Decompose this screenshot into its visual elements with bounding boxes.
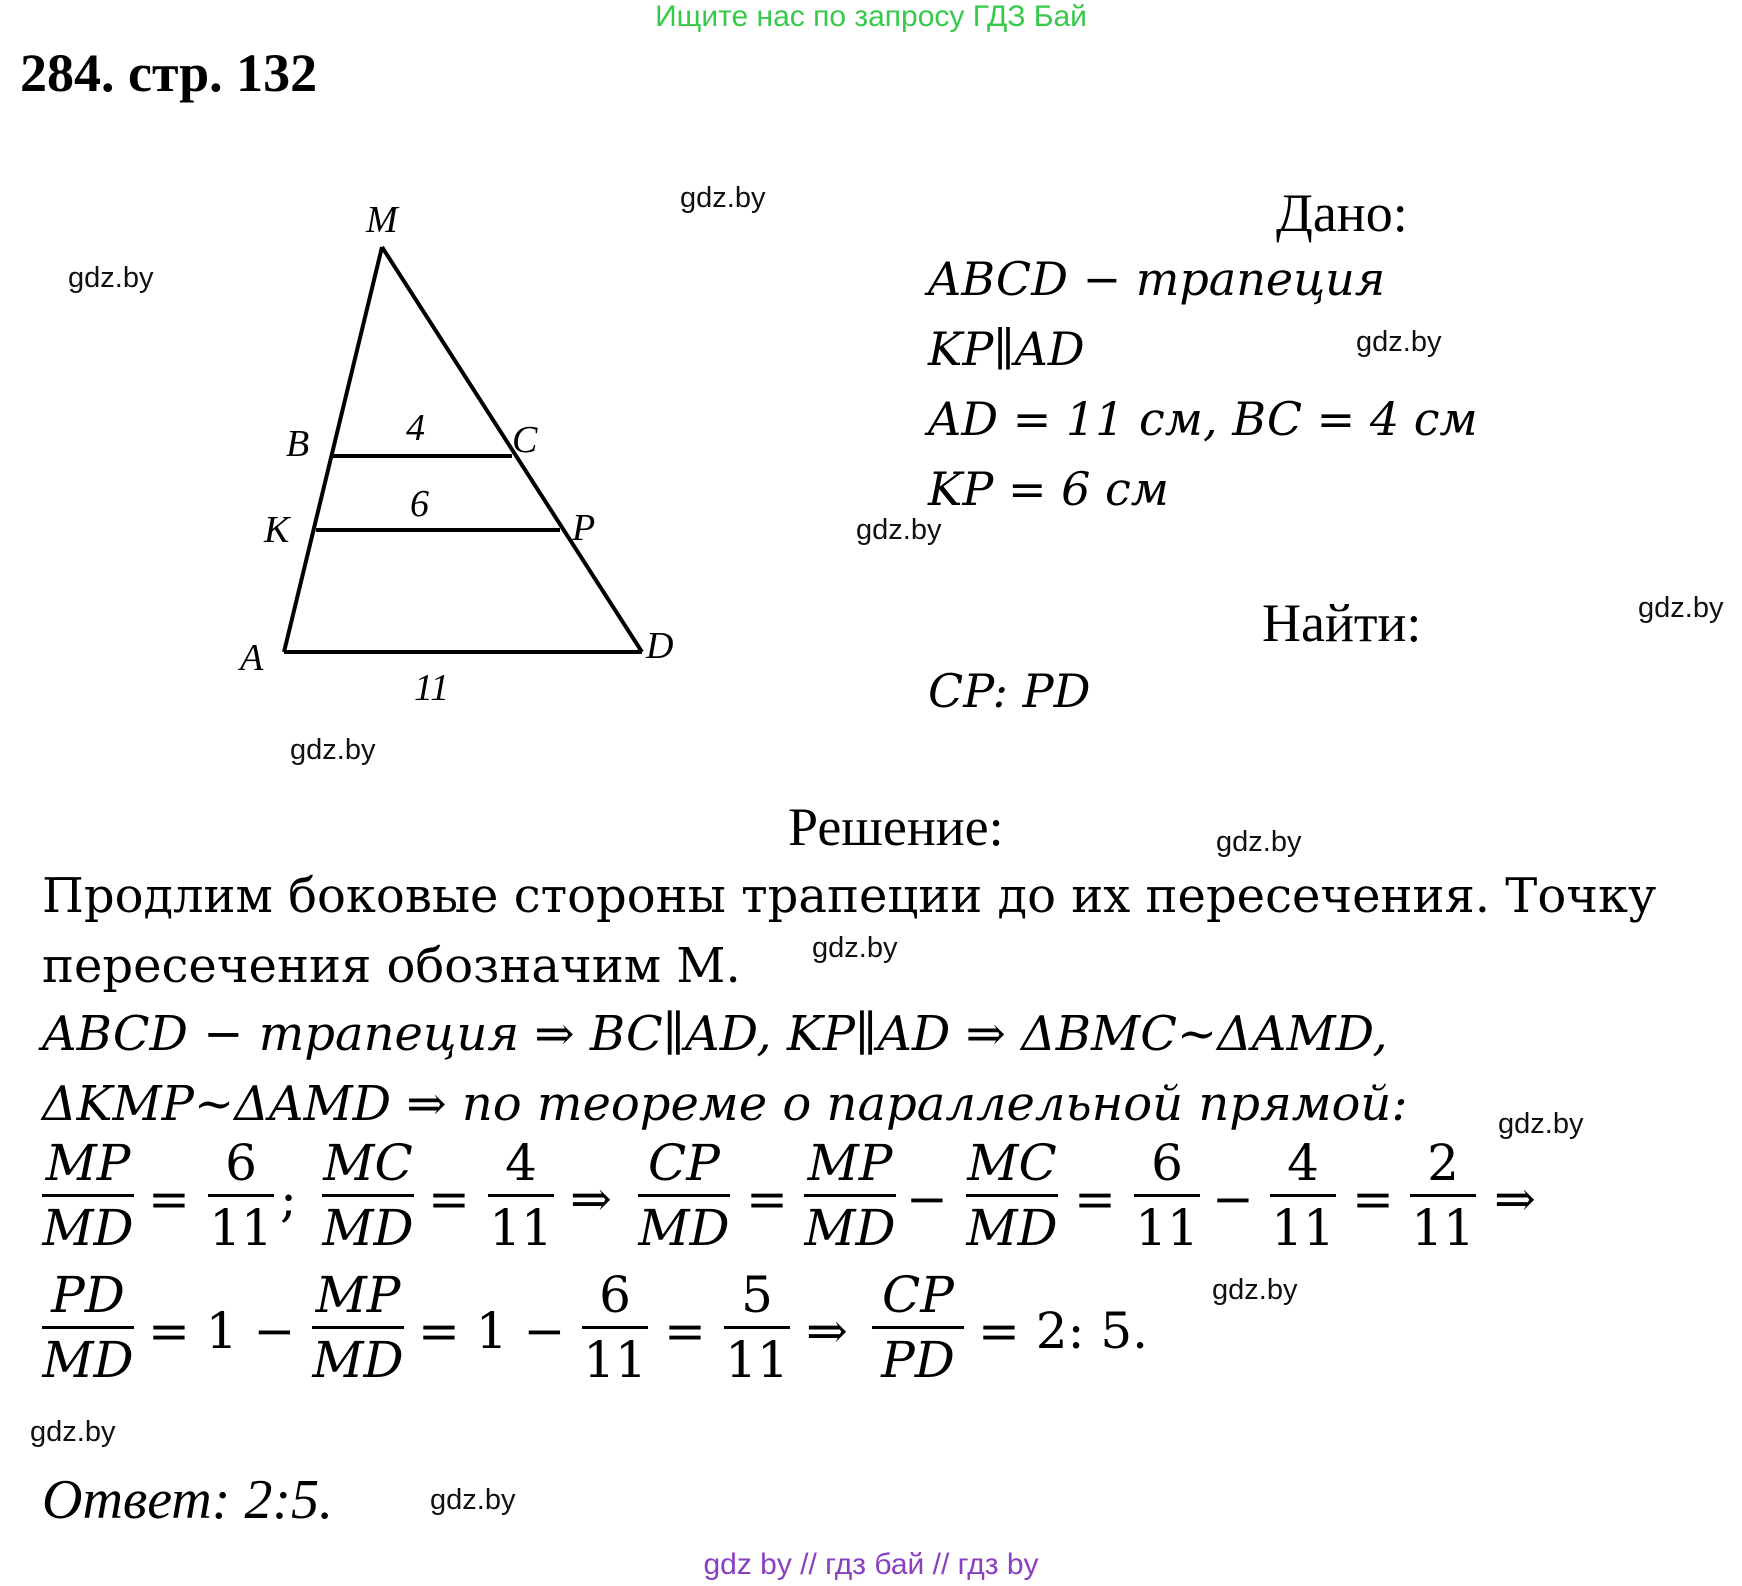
- exercise-heading: 284. стр. 132: [20, 43, 318, 103]
- watermark: gdz.by: [812, 932, 898, 964]
- label-c: C: [512, 419, 538, 461]
- solution-title: Решение:: [788, 797, 1004, 857]
- label-p: P: [572, 507, 596, 549]
- watermark: gdz.by: [680, 182, 766, 214]
- label-a: A: [240, 637, 264, 679]
- given-title: Дано:: [1276, 183, 1408, 243]
- fraction: MP MD: [804, 1134, 896, 1257]
- watermark: gdz.by: [1498, 1108, 1584, 1140]
- watermark: gdz.by: [290, 734, 376, 766]
- length-bc: 4: [406, 407, 425, 449]
- fraction: 6 11: [1135, 1134, 1199, 1257]
- solution-line-3: ABCD − трапеция ⇒ BC∥AD, KP∥AD ⇒ ΔBMC~ΔAMD,: [42, 1006, 1388, 1062]
- search-hint-banner: Ищите нас по запросу ГДЗ Бай: [655, 0, 1087, 33]
- length-kp: 6: [410, 483, 429, 525]
- given-line-2: KP∥AD: [928, 322, 1085, 376]
- given-line-4: KP = 6 см: [928, 462, 1169, 516]
- fraction: MC MD: [966, 1134, 1058, 1257]
- answer: Ответ: 2:5.: [42, 1469, 334, 1531]
- fraction: MP MD: [42, 1134, 134, 1257]
- fraction: MP MD: [312, 1266, 404, 1389]
- watermark: gdz.by: [1638, 592, 1724, 624]
- fraction: CP MD: [638, 1134, 730, 1257]
- fraction: CP PD: [872, 1270, 964, 1385]
- solution-line-2: пересечения обозначим M.: [42, 938, 741, 994]
- fraction: PD MD: [42, 1266, 134, 1389]
- watermark: gdz.by: [430, 1484, 516, 1516]
- fraction: 2 11: [1411, 1134, 1475, 1257]
- fraction: 6 11: [583, 1266, 647, 1389]
- length-ad: 11: [414, 667, 450, 709]
- trapezoid-figure: [230, 190, 710, 710]
- watermark: gdz.by: [68, 262, 154, 294]
- watermark: gdz.by: [1356, 326, 1442, 358]
- fraction: 5 11: [725, 1266, 789, 1389]
- fraction: 4 11: [489, 1134, 553, 1257]
- watermark: gdz.by: [1212, 1274, 1298, 1306]
- given-line-1: ABCD − трапеция: [928, 252, 1386, 306]
- fraction: 4 11: [1271, 1134, 1335, 1257]
- label-k: K: [264, 509, 290, 551]
- footer-links: gdz by // гдз бай // гдз by: [703, 1548, 1039, 1581]
- watermark: gdz.by: [856, 514, 942, 546]
- given-line-3: AD = 11 см, BC = 4 см: [928, 392, 1478, 446]
- find-line: CP: PD: [928, 664, 1091, 718]
- watermark: gdz.by: [1216, 826, 1302, 858]
- watermark: gdz.by: [30, 1416, 116, 1448]
- find-title: Найти:: [1262, 593, 1422, 653]
- label-b: B: [286, 423, 310, 465]
- solution-line-1: Продлим боковые стороны трапеции до их пересечения. Точку: [42, 868, 1657, 924]
- solution-line-4: ΔKMP~ΔAMD ⇒ по теореме о параллельной прямой:: [42, 1076, 1408, 1132]
- label-m: M: [366, 199, 398, 241]
- fraction: 6 11: [209, 1134, 273, 1257]
- label-d: D: [646, 625, 674, 667]
- fraction: MC MD: [322, 1134, 414, 1257]
